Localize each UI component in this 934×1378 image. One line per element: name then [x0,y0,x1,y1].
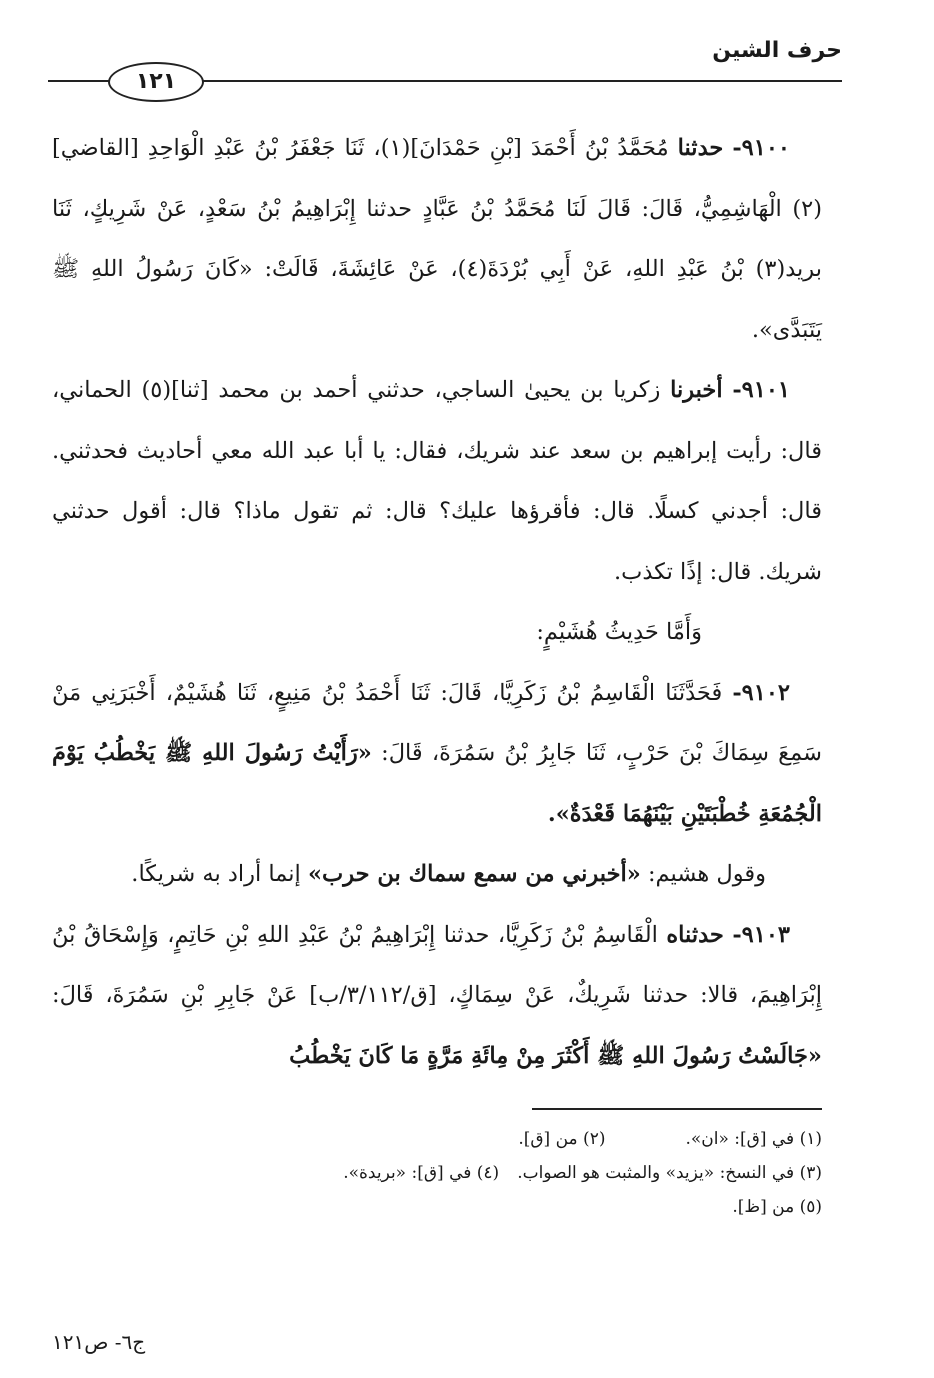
section-intro-text: وَأَمَّا حَدِيثُ هُشَيْمٍ: [536,619,702,645]
commentary-quote: «أخبرني من سمع سماك بن حرب» [307,861,641,887]
commentary-paragraph [52,844,822,905]
footnote-row [52,1122,822,1156]
section-intro [52,602,822,663]
running-header-title: حرف الشين [712,38,842,63]
hadith-text: فَحَدَّثَنَا الْقَاسِمُ بْنُ زَكَرِيَّا، قَالَ: ثَنَا أَحْمَدُ بْنُ مَنِيعٍ، ثَنَا هُشَيْمٌ، أَخْبَرَنِي مَنْ سَمِعَ سِمَاكَ بْنَ حَرْبٍ، ثَنَا جَابِرُ بْنُ سَمُرَةَ، قَالَ: [52,679,823,766]
hadith-number: ٩١٠٣- [732,921,791,948]
footnote: (٢) من [ق]. [518,1129,606,1149]
page-reference: ج٦- ص١٢١ [52,1330,146,1354]
hadith-text: مُحَمَّدُ بْنُ أَحْمَدَ [بْنِ حَمْدَانَ](١)، ثَنَا جَعْفَرُ بْنُ عَبْدِ الْوَاحِدِ [القاضي](٢) الْهَاشِمِيُّ، قَالَ: قَالَ لَنَا مُحَمَّدُ بْنُ عَبَّادٍ حدثنا إِبْرَاهِيمُ بْنُ سَعْدٍ، عَنْ شَرِيكٍ، ثَنَا بريد(٣) بْنُ عَبْدِ اللهِ، عَنْ أَبِي بُرْدَةَ(٤)، عَنْ عَائِشَةَ، قَالَتْ: «كَانَ رَسُولُ اللهِ ﷺ يَتَبَدَّى». [52,135,822,343]
hadith-keyword: أخبرنا [670,377,723,403]
footnote: (٥) من [ظ]. [732,1197,822,1217]
commentary-after: إنما أراد به شريكًا. [131,861,301,887]
footnote-row [52,1190,822,1224]
hadith-paragraph-9100 [52,118,822,360]
hadith-paragraph-9103 [52,905,822,1087]
hadith-number: ٩١٠٢- [732,679,791,706]
hadith-paragraph-9102 [52,663,822,845]
hadith-paragraph-9101 [52,360,822,602]
footnotes [52,1122,822,1224]
hadith-text: الْقَاسِمُ بْنُ زَكَرِيَّا، حدثنا إِبْرَاهِيمُ بْنُ عَبْدِ اللهِ بْنِ حَاتِمٍ، وَإِسْحَاقُ بْنُ إِبْرَاهِيمَ، قالا: حدثنا شَرِيكٌ، عَنْ سِمَاكٍ، [ق/٣/١١٢/ب] عَنْ جَابِرِ بْنِ سَمُرَةَ، قَالَ: [52,921,822,1008]
hadith-keyword: حدثنا [677,135,724,161]
commentary-text: وقول هشيم: [647,861,766,887]
hadith-matn: «رَأَيْتُ رَسُولَ اللهِ ﷺ يَخْطُبُ يَوْمَ الْجُمُعَةِ خُطْبَتَيْنِ بَيْنَهُمَا قَعْدَةٌ». [52,740,822,827]
footnote: (٣) في النسخ: «يزيد» والمثبت هو الصواب. [517,1163,822,1183]
footnote: (١) في [ق]: «ان». [685,1129,822,1149]
page-number-badge: ١٢١ [108,62,204,102]
hadith-text: زكريا بن يحيىٰ الساجي، حدثني أحمد بن محمد [ثنا](٥) الحماني، قال: رأيت إبراهيم بن سعد عند شريك، فقال: يا أبا عبد الله معي أحاديث فحدثني. قال: أجدني كسلًا. قال: فأقرؤها عليك؟ قال: ثم تقول ماذا؟ قال: أقول حدثني شريك. قال: إذًا تكذب. [52,377,822,585]
hadith-number: ٩١٠٠- [732,135,790,161]
main-text [52,118,822,1086]
footnote: (٤) في [ق]: «بريدة». [343,1163,500,1183]
footnote-row [52,1156,822,1190]
hadith-number: ٩١٠١- [732,377,790,403]
hadith-matn: «جَالَسْتُ رَسُولَ اللهِ ﷺ أَكْثَرَ مِنْ مِائَةِ مَرَّةٍ مَا كَانَ يَخْطُبُ [289,1042,822,1069]
hadith-keyword: حدثناه [666,921,724,948]
footnote-rule [532,1108,822,1110]
